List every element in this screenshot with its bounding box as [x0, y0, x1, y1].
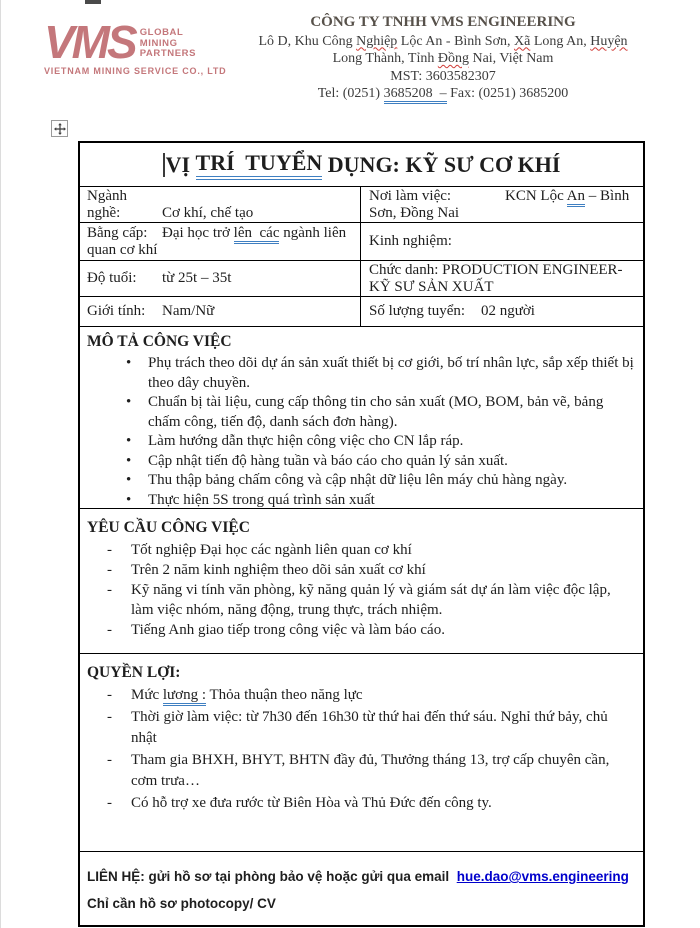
section-contact: [80, 852, 643, 925]
job-posting-table: [78, 141, 645, 927]
contact-text: LIÊN HỆ: gửi hồ sơ tại phòng bảo vệ hoặc gửi qua email: [87, 869, 457, 884]
list-item: - Trên 2 năm kinh nghiệm theo dõi sản xuất cơ khí: [97, 560, 635, 580]
list-item: • Thực hiện 5S trong quá trình sản xuất: [120, 491, 635, 511]
cell-chuc-danh: [361, 261, 643, 296]
list-item: • Chuẩn bị tài liệu, cung cấp thông tin cho sản xuất (MO, BOM, bản vẽ, bảng chấm công, tiến độ, danh sách đơn hàng).: [120, 393, 635, 432]
address-text: Long An,: [530, 33, 591, 49]
list-item: • Thu thập bảng chấm công và cập nhật dữ liệu lên máy chủ hàng ngày.: [120, 471, 635, 491]
section-job-description: [80, 327, 643, 509]
company-name: CÔNG TY TNHH VMS ENGINEERING: [310, 14, 576, 30]
tagline-line: PARTNERS: [139, 48, 197, 60]
cell-kinh-nghiem: [361, 223, 643, 260]
field-label: Bằng cấp:: [87, 224, 148, 241]
job-description-list: [87, 354, 635, 510]
list-item: - Có hỗ trợ xe đưa rước từ Biên Hòa và Thủ Đức đến công ty.: [97, 793, 635, 815]
address-text: Long Thành, Tỉnh: [332, 51, 438, 66]
list-item: - Tiếng Anh giao tiếp trong công việc và làm báo cáo.: [97, 620, 635, 640]
address-text: Lô D, Khu Công: [258, 33, 357, 49]
address-text: Nai, Việt Nam: [468, 51, 554, 66]
field-value: Nam/Nữ: [162, 303, 215, 319]
address-text: Lộc An - Bình Sơn,: [397, 33, 514, 49]
list-item: - Kỹ năng vi tính văn phòng, kỹ năng quản lý và giám sát dự án làm việc độc lập, làm việc nhóm, năng động, trung thực, trách nhiệm.: [97, 580, 635, 620]
field-label: Độ tuổi:: [87, 270, 137, 286]
field-value: – Bình Sơn, Đồng Nai: [369, 187, 633, 221]
job-title-text: VỊ: [165, 151, 196, 177]
company-info-block: [226, 14, 660, 103]
list-item: [97, 685, 635, 707]
fax-text: Fax: (0251) 3685200: [446, 86, 569, 101]
section-heading: QUYỀN LỢI:: [87, 664, 181, 681]
grammar-flagged-word: An: [567, 188, 585, 207]
field-value: từ 25t – 35t: [162, 270, 232, 286]
contact-line2: Chỉ cần hồ sơ photocopy/ CV: [87, 896, 276, 911]
page-top-mark: [85, 0, 101, 4]
field-label: Nơi làm việc:: [369, 187, 452, 204]
table-move-handle[interactable]: [51, 120, 68, 137]
tagline-line: GLOBAL: [139, 27, 184, 38]
company-address-line2: [226, 50, 660, 68]
vms-logo-subtitle: VIETNAM MINING SERVICE CO., LTD: [44, 65, 227, 76]
tel-text: Tel: (0251): [317, 86, 384, 101]
benefit-text: Thỏa thuận theo năng lực: [206, 687, 363, 703]
contact-line1: [87, 863, 635, 890]
cell-noi-lam-viec: [361, 187, 643, 222]
cell-gioi-tinh: [80, 297, 361, 326]
cell-nganh-nghe: [80, 187, 361, 222]
job-title-text: DỤNG: KỸ SƯ CƠ KHÍ: [322, 151, 561, 177]
table-row: [80, 297, 643, 327]
field-value: KCN Lộc: [505, 187, 567, 204]
list-item: • Cập nhật tiến độ hàng tuần và báo cáo cho quản lý sản xuất.: [120, 452, 635, 472]
misspelled-word: Nghiệp: [356, 33, 398, 49]
vms-logo: [44, 14, 226, 103]
page-left-edge: [0, 0, 1, 928]
list-item: • Phụ trách theo dõi dự án sản xuất thiết bị cơ giới, bố trí nhân lực, sắp xếp thiết bị theo dây chuyền.: [120, 354, 635, 393]
benefits-list: [87, 685, 635, 814]
email-link[interactable]: hue.dao@vms.engineering: [456, 869, 629, 884]
cell-so-luong-tuyen: [361, 297, 643, 326]
move-arrows-icon: [54, 123, 66, 135]
field-label: Giới tính:: [87, 303, 146, 319]
benefit-text: Mức: [131, 687, 163, 703]
misspelled-word: Huyện: [590, 33, 628, 49]
vms-logo-tagline: [140, 28, 196, 60]
list-item: - Tốt nghiệp Đại học các ngành liên quan cơ khí: [97, 540, 635, 560]
text-cursor: [163, 153, 165, 177]
tel-number-link[interactable]: 3685208 –: [384, 86, 447, 104]
section-heading: YÊU CẦU CÔNG VIỆC: [87, 519, 250, 536]
field-value: 02 người: [481, 303, 535, 319]
job-title-grammar-flagged: TRÍ TUYỂN: [196, 150, 323, 180]
field-value: Cơ khí, chế tạo: [162, 204, 254, 221]
company-tel-fax: [226, 85, 660, 103]
vms-logo-text: VMS: [44, 16, 135, 68]
field-value: ngành liên quan cơ khí: [87, 224, 350, 258]
table-row: [80, 223, 643, 261]
grammar-flagged-word: lương :: [163, 687, 206, 706]
misspelled-word: Đồng: [437, 51, 469, 66]
list-item: • Làm hướng dẫn thực hiện công việc cho CN lắp ráp.: [120, 432, 635, 452]
field-value: Đại học trở: [162, 224, 234, 241]
grammar-flagged-word: lên các: [234, 225, 280, 244]
section-benefits: [80, 654, 643, 852]
document-header: [44, 14, 660, 103]
company-mst: MST: 3603582307: [390, 68, 496, 84]
list-item: - Tham gia BHXH, BHYT, BHTN đầy đủ, Thưởng tháng 13, trợ cấp chuyên cần, cơm trưa…: [97, 750, 635, 793]
field-label: Số lượng tuyển:: [369, 303, 466, 319]
section-job-requirements: [80, 509, 643, 654]
misspelled-word: Xã: [513, 33, 531, 49]
table-row: [80, 187, 643, 223]
table-row: [80, 261, 643, 297]
tagline-line: MINING: [139, 37, 178, 49]
list-item: - Thời giờ làm việc: từ 7h30 đến 16h30 từ thứ hai đến thứ sáu. Nghỉ thứ bảy, chủ nhật: [97, 707, 635, 750]
cell-do-tuoi: [80, 261, 361, 296]
field-label: Ngành nghề:: [87, 187, 127, 221]
section-heading: MÔ TẢ CÔNG VIỆC: [87, 333, 232, 350]
company-address-line1: [226, 33, 660, 51]
field-label: Kinh nghiệm:: [369, 233, 452, 249]
job-title-row: [80, 143, 643, 187]
job-requirements-list: [87, 540, 635, 640]
field-label: Chức danh: PRODUCTION ENGINEER- KỸ SƯ SẢN XUẤT: [369, 261, 623, 295]
cell-bang-cap: [80, 223, 361, 260]
